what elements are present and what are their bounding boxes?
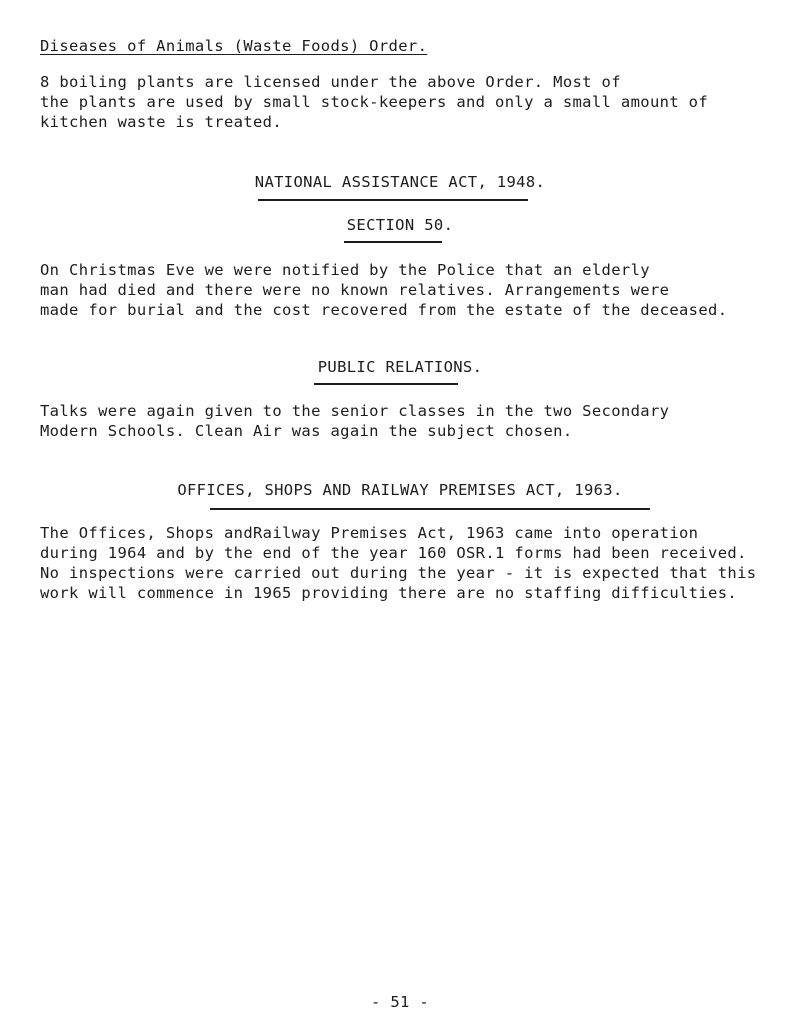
public-relations-underline [314,383,458,385]
public-relations-paragraph: Talks were again given to the senior classes in the two Secondary Modern Schools. Clean Air was again the subject chosen. [40,402,670,440]
diseases-of-animals-paragraph: 8 boiling plants are licensed under the above Order. Most of the plants are used by small stock-keepers and only a small amount of kitchen waste is treated. [40,73,709,131]
page-number: - 51 - [370,993,430,1011]
offices-shops-railway-paragraph: The Offices, Shops andRailway Premises Act, 1963 came into operation during 1964 and by the end of the year 160 OSR.1 forms had been received. No inspections were carried out during the year - it is expected that this work will commence in 1965 providing there are no staffing difficulties. [40,524,757,602]
public-relations-heading: PUBLIC RELATIONS. [317,358,483,376]
offices-shops-railway-heading: OFFICES, SHOPS AND RAILWAY PREMISES ACT, 1963. [177,481,623,499]
section-50-subheading: SECTION 50. [346,216,454,234]
diseases-of-animals-heading: Diseases of Animals (Waste Foods) Order. [40,37,428,55]
national-assistance-paragraph: On Christmas Eve we were notified by the Police that an elderly man had died and there were no known relatives. Arrangements were made for burial and the cost recovered from the estate of the deceased. [40,261,728,319]
section-50-underline [344,241,442,243]
national-assistance-heading: NATIONAL ASSISTANCE ACT, 1948. [254,173,546,191]
offices-shops-railway-underline [210,508,650,510]
national-assistance-underline [258,199,528,201]
